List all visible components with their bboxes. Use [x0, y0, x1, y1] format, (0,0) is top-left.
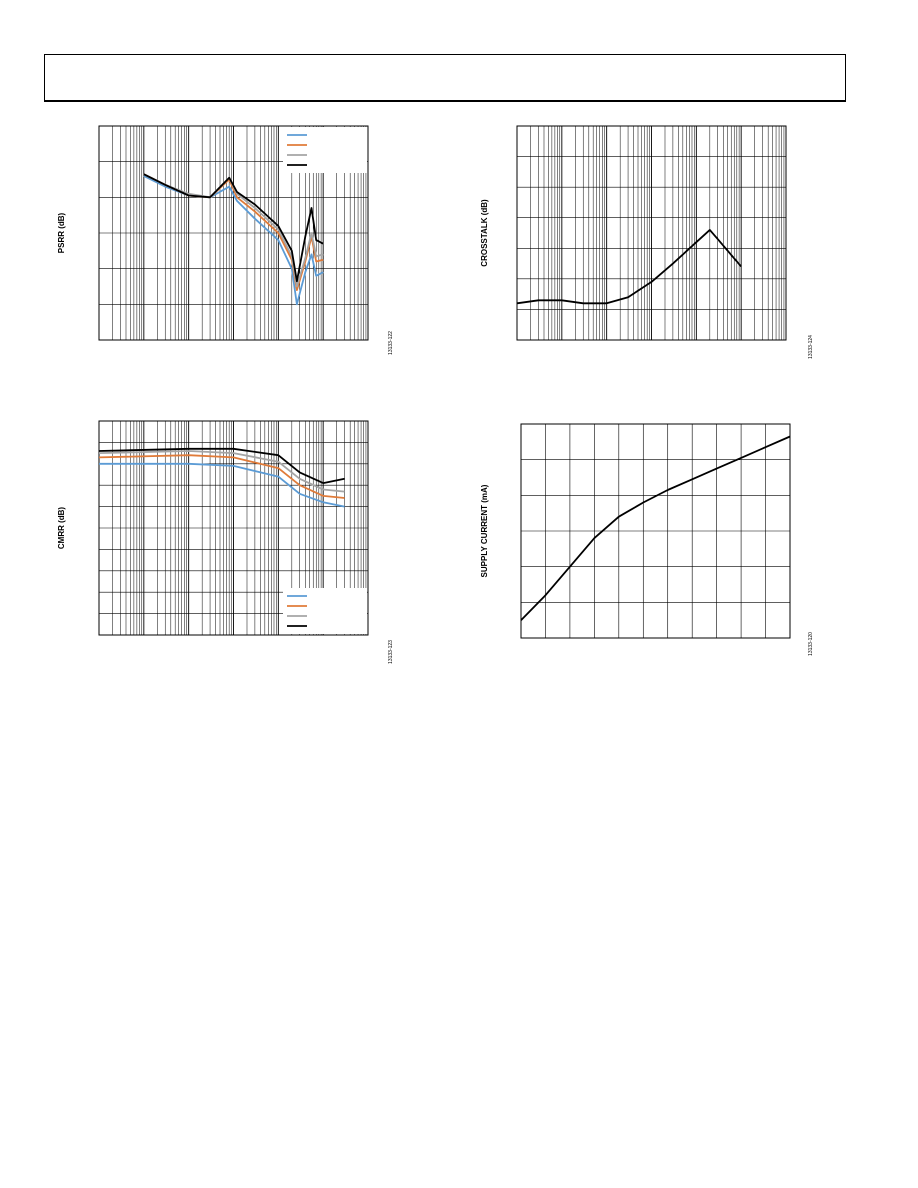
y-axis-label: CROSSTALK (dB)	[480, 199, 489, 267]
crosstalk-chart	[460, 115, 830, 375]
y-axis-label: CMRR (dB)	[57, 506, 66, 550]
figure-id: 13133-122	[388, 331, 394, 355]
supply-current-chart	[460, 412, 830, 672]
figure-id: 13133-124	[808, 335, 814, 359]
legend-box	[283, 588, 367, 634]
page-header-box	[44, 54, 846, 102]
legend	[283, 127, 367, 173]
series-line-1	[517, 230, 741, 303]
figure-id: 13133-120	[808, 632, 814, 656]
figure-id: 13133-123	[388, 640, 394, 664]
grid	[517, 126, 786, 340]
legend-box	[283, 127, 367, 173]
grid	[521, 424, 790, 638]
y-axis-label: SUPPLY CURRENT (mA)	[480, 484, 489, 578]
series-line-1	[521, 437, 790, 621]
cmrr-chart	[40, 412, 400, 672]
legend	[283, 588, 367, 634]
y-axis-label: PSRR (dB)	[57, 212, 66, 254]
psrr-chart	[40, 115, 400, 375]
